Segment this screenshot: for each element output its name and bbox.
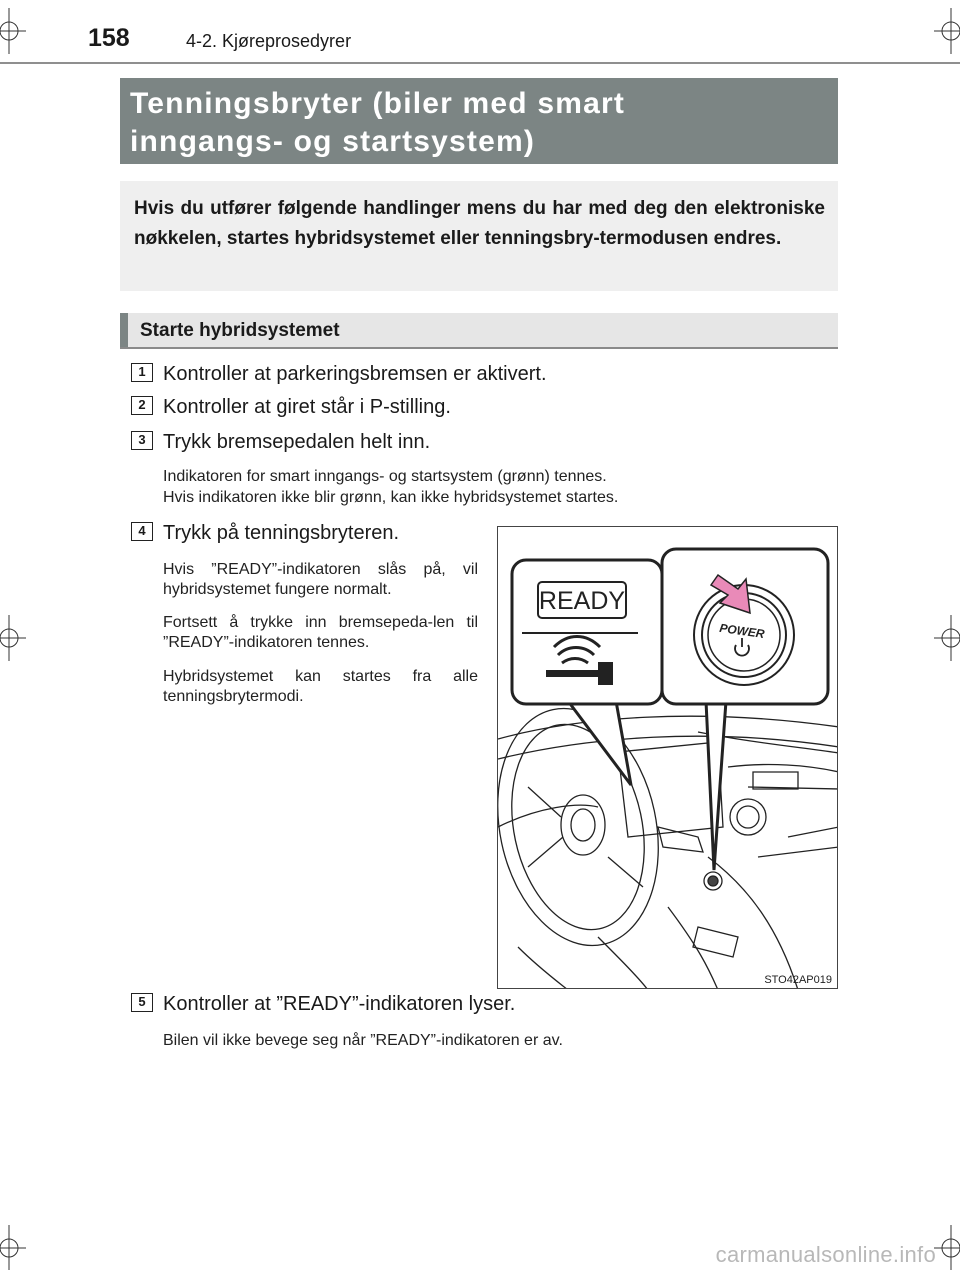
page-title-line-2: inngangs- og startsystem) <box>130 125 536 158</box>
ready-label: READY <box>538 587 626 615</box>
step-text-1: Kontroller at parkeringsbremsen er aktivert. <box>163 363 547 385</box>
section-heading-label: Starte hybridsystemet <box>140 320 340 341</box>
step-4-note-3: Hybridsystemet kan startes fra alle tenningsbrytermodi. <box>163 668 478 705</box>
figure-code: STO42AP019 <box>764 974 832 986</box>
intro-paragraph: Hvis du utfører følgende handlinger mens du har med deg den elektroniske nøkkelen, startes hybridsystemet eller tenningsbry-termodusen endres. <box>120 181 838 291</box>
step-5-note-1: Bilen vil ikke bevege seg når ”READY”-indikatoren er av. <box>163 1032 563 1049</box>
chapter-title: 4-2. Kjøreprosedyrer <box>186 31 352 51</box>
step-text-5: Kontroller at ”READY”-indikatoren lyser. <box>163 993 516 1015</box>
step-number-2: 2 <box>131 396 153 415</box>
page-title-line-1: Tenningsbryter (biler med smart <box>130 87 626 120</box>
step-number-1: 1 <box>131 363 153 382</box>
step-4-note-1: Hvis ”READY”-indikatoren slås på, vil hybridsystemet fungere normalt. <box>163 561 478 598</box>
header-divider <box>0 62 960 64</box>
figure-power-switch <box>497 526 838 989</box>
step-text-2: Kontroller at giret står i P-stilling. <box>163 396 451 418</box>
step-3-note-2: Hvis indikatoren ikke blir grønn, kan ikke hybridsystemet startes. <box>163 489 619 506</box>
watermark: carmanualsonline.info <box>715 1242 936 1267</box>
section-heading <box>120 313 838 349</box>
page-title <box>120 78 838 164</box>
step-number-4: 4 <box>131 522 153 541</box>
power-label: POWER <box>718 620 766 642</box>
step-text-3: Trykk bremsepedalen helt inn. <box>163 431 431 453</box>
section-heading-bar <box>120 313 128 347</box>
page-number: 158 <box>88 24 130 52</box>
figure-illustration <box>498 527 838 989</box>
step-number-5: 5 <box>131 993 153 1012</box>
step-text-4: Trykk på tenningsbryteren. <box>163 522 400 544</box>
step-3-note-1: Indikatoren for smart inngangs- og startsystem (grønn) tennes. <box>163 468 607 485</box>
step-number-3: 3 <box>131 431 153 450</box>
step-4-note-2: Fortsett å trykke inn bremsepeda-len til ”READY”-indikatoren tennes. <box>163 614 478 651</box>
